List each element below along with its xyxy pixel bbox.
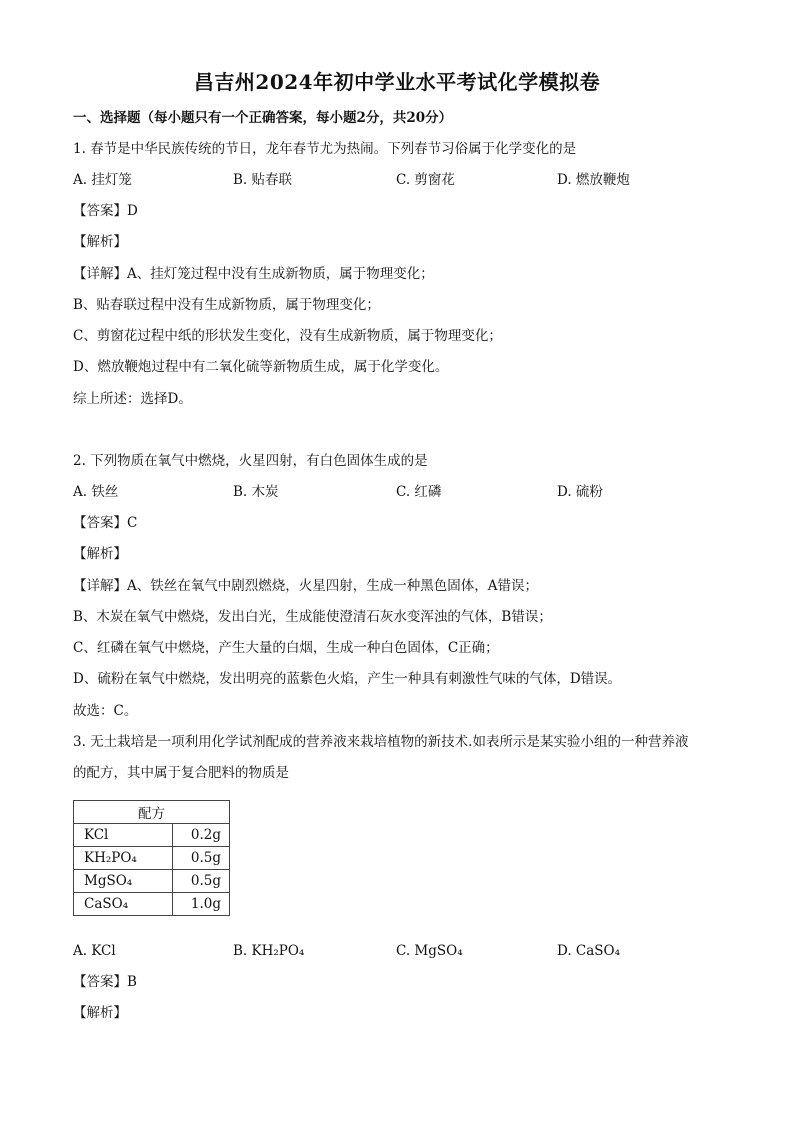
- q1-option-b: B. 贴春联: [233, 172, 293, 188]
- question-3-options: [73, 941, 733, 961]
- q1-detail-line: D、燃放鞭炮过程中有二氧化硫等新物质生成，属于化学变化。: [73, 359, 449, 375]
- table-cell-amount: 0.5g: [173, 870, 230, 893]
- question-3-stem-line: 的配方，其中属于复合肥料的物质是: [73, 765, 289, 781]
- q2-detail-line: C、红磷在氧气中燃烧，产生大量的白烟，生成一种白色固体，C正确；: [73, 640, 499, 656]
- table-row: [74, 893, 230, 916]
- q1-option-a: A. 挂灯笼: [73, 172, 132, 188]
- q3-option-d: D. CaSO₄: [557, 943, 621, 959]
- table-row: [74, 824, 230, 847]
- table-row: [74, 870, 230, 893]
- q1-detail-line: C、剪窗花过程中纸的形状发生变化，没有生成新物质，属于物理变化；: [73, 328, 502, 344]
- q1-detail-line: 综上所述：选择D。: [73, 391, 192, 407]
- question-2-stem: 2. 下列物质在氧气中燃烧，火星四射，有白色固体生成的是: [73, 453, 428, 469]
- q3-option-c: C. MgSO₄: [396, 943, 463, 959]
- q1-detail-line: B、贴春联过程中没有生成新物质，属于物理变化；: [73, 297, 380, 313]
- q3-option-a: A. KCl: [73, 943, 116, 959]
- table-cell-name: KH₂PO₄: [74, 847, 173, 870]
- q1-detail-line: 【详解】A、挂灯笼过程中没有生成新物质，属于物理变化；: [73, 266, 434, 282]
- table-row: [74, 847, 230, 870]
- q2-detail-line: D、硫粉在氧气中燃烧，发出明亮的蓝紫色火焰，产生一种具有刺激性气味的气体，D错误。: [73, 671, 622, 687]
- question-3-stem-line: 3. 无土栽培是一项利用化学试剂配成的营养液来栽培植物的新技术.如表所示是某实验小组的一种营养液: [73, 734, 689, 750]
- table-cell-name: KCl: [74, 824, 173, 847]
- table-cell-amount: 0.2g: [173, 824, 230, 847]
- q3-answer: 【答案】B: [73, 974, 137, 990]
- q2-answer: 【答案】C: [73, 515, 138, 531]
- q2-detail-line: 【详解】A、铁丝在氧气中剧烈燃烧，火星四射，生成一种黑色固体，A错误；: [73, 578, 538, 594]
- table-cell-name: MgSO₄: [74, 870, 173, 893]
- table-cell-amount: 1.0g: [173, 893, 230, 916]
- q2-detail-line: B、木炭在氧气中燃烧，发出白光，生成能使澄清石灰水变浑浊的气体，B错误；: [73, 609, 552, 625]
- q3-analysis: 【解析】: [73, 1005, 127, 1021]
- question-2-options: [73, 482, 733, 502]
- q1-option-d: D. 燃放鞭炮: [557, 172, 630, 188]
- q3-option-b: B. KH₂PO₄: [233, 943, 305, 959]
- q1-answer: 【答案】D: [73, 203, 138, 219]
- q2-option-d: D. 硫粉: [557, 484, 603, 500]
- q1-analysis: 【解析】: [73, 234, 127, 250]
- q2-option-b: B. 木炭: [233, 484, 279, 500]
- table-header-row: [74, 801, 230, 824]
- nutrient-recipe-table: [73, 800, 230, 916]
- page-title: 昌吉州2024年初中学业水平考试化学模拟卷: [193, 70, 601, 94]
- q2-detail-line: 故选：C。: [73, 703, 138, 719]
- table-cell-amount: 0.5g: [173, 847, 230, 870]
- q2-option-a: A. 铁丝: [73, 484, 119, 500]
- section-heading: 一、选择题（每小题只有一个正确答案，每小题2分，共20分）: [73, 110, 453, 126]
- table-header: 配方: [74, 801, 230, 824]
- q1-option-c: C. 剪窗花: [396, 172, 455, 188]
- q2-option-c: C. 红磷: [396, 484, 442, 500]
- q2-analysis: 【解析】: [73, 546, 127, 562]
- table-cell-name: CaSO₄: [74, 893, 173, 916]
- question-1-stem: 1. 春节是中华民族传统的节日，龙年春节尤为热闹。下列春节习俗属于化学变化的是: [73, 141, 577, 157]
- question-1-options: [73, 170, 733, 190]
